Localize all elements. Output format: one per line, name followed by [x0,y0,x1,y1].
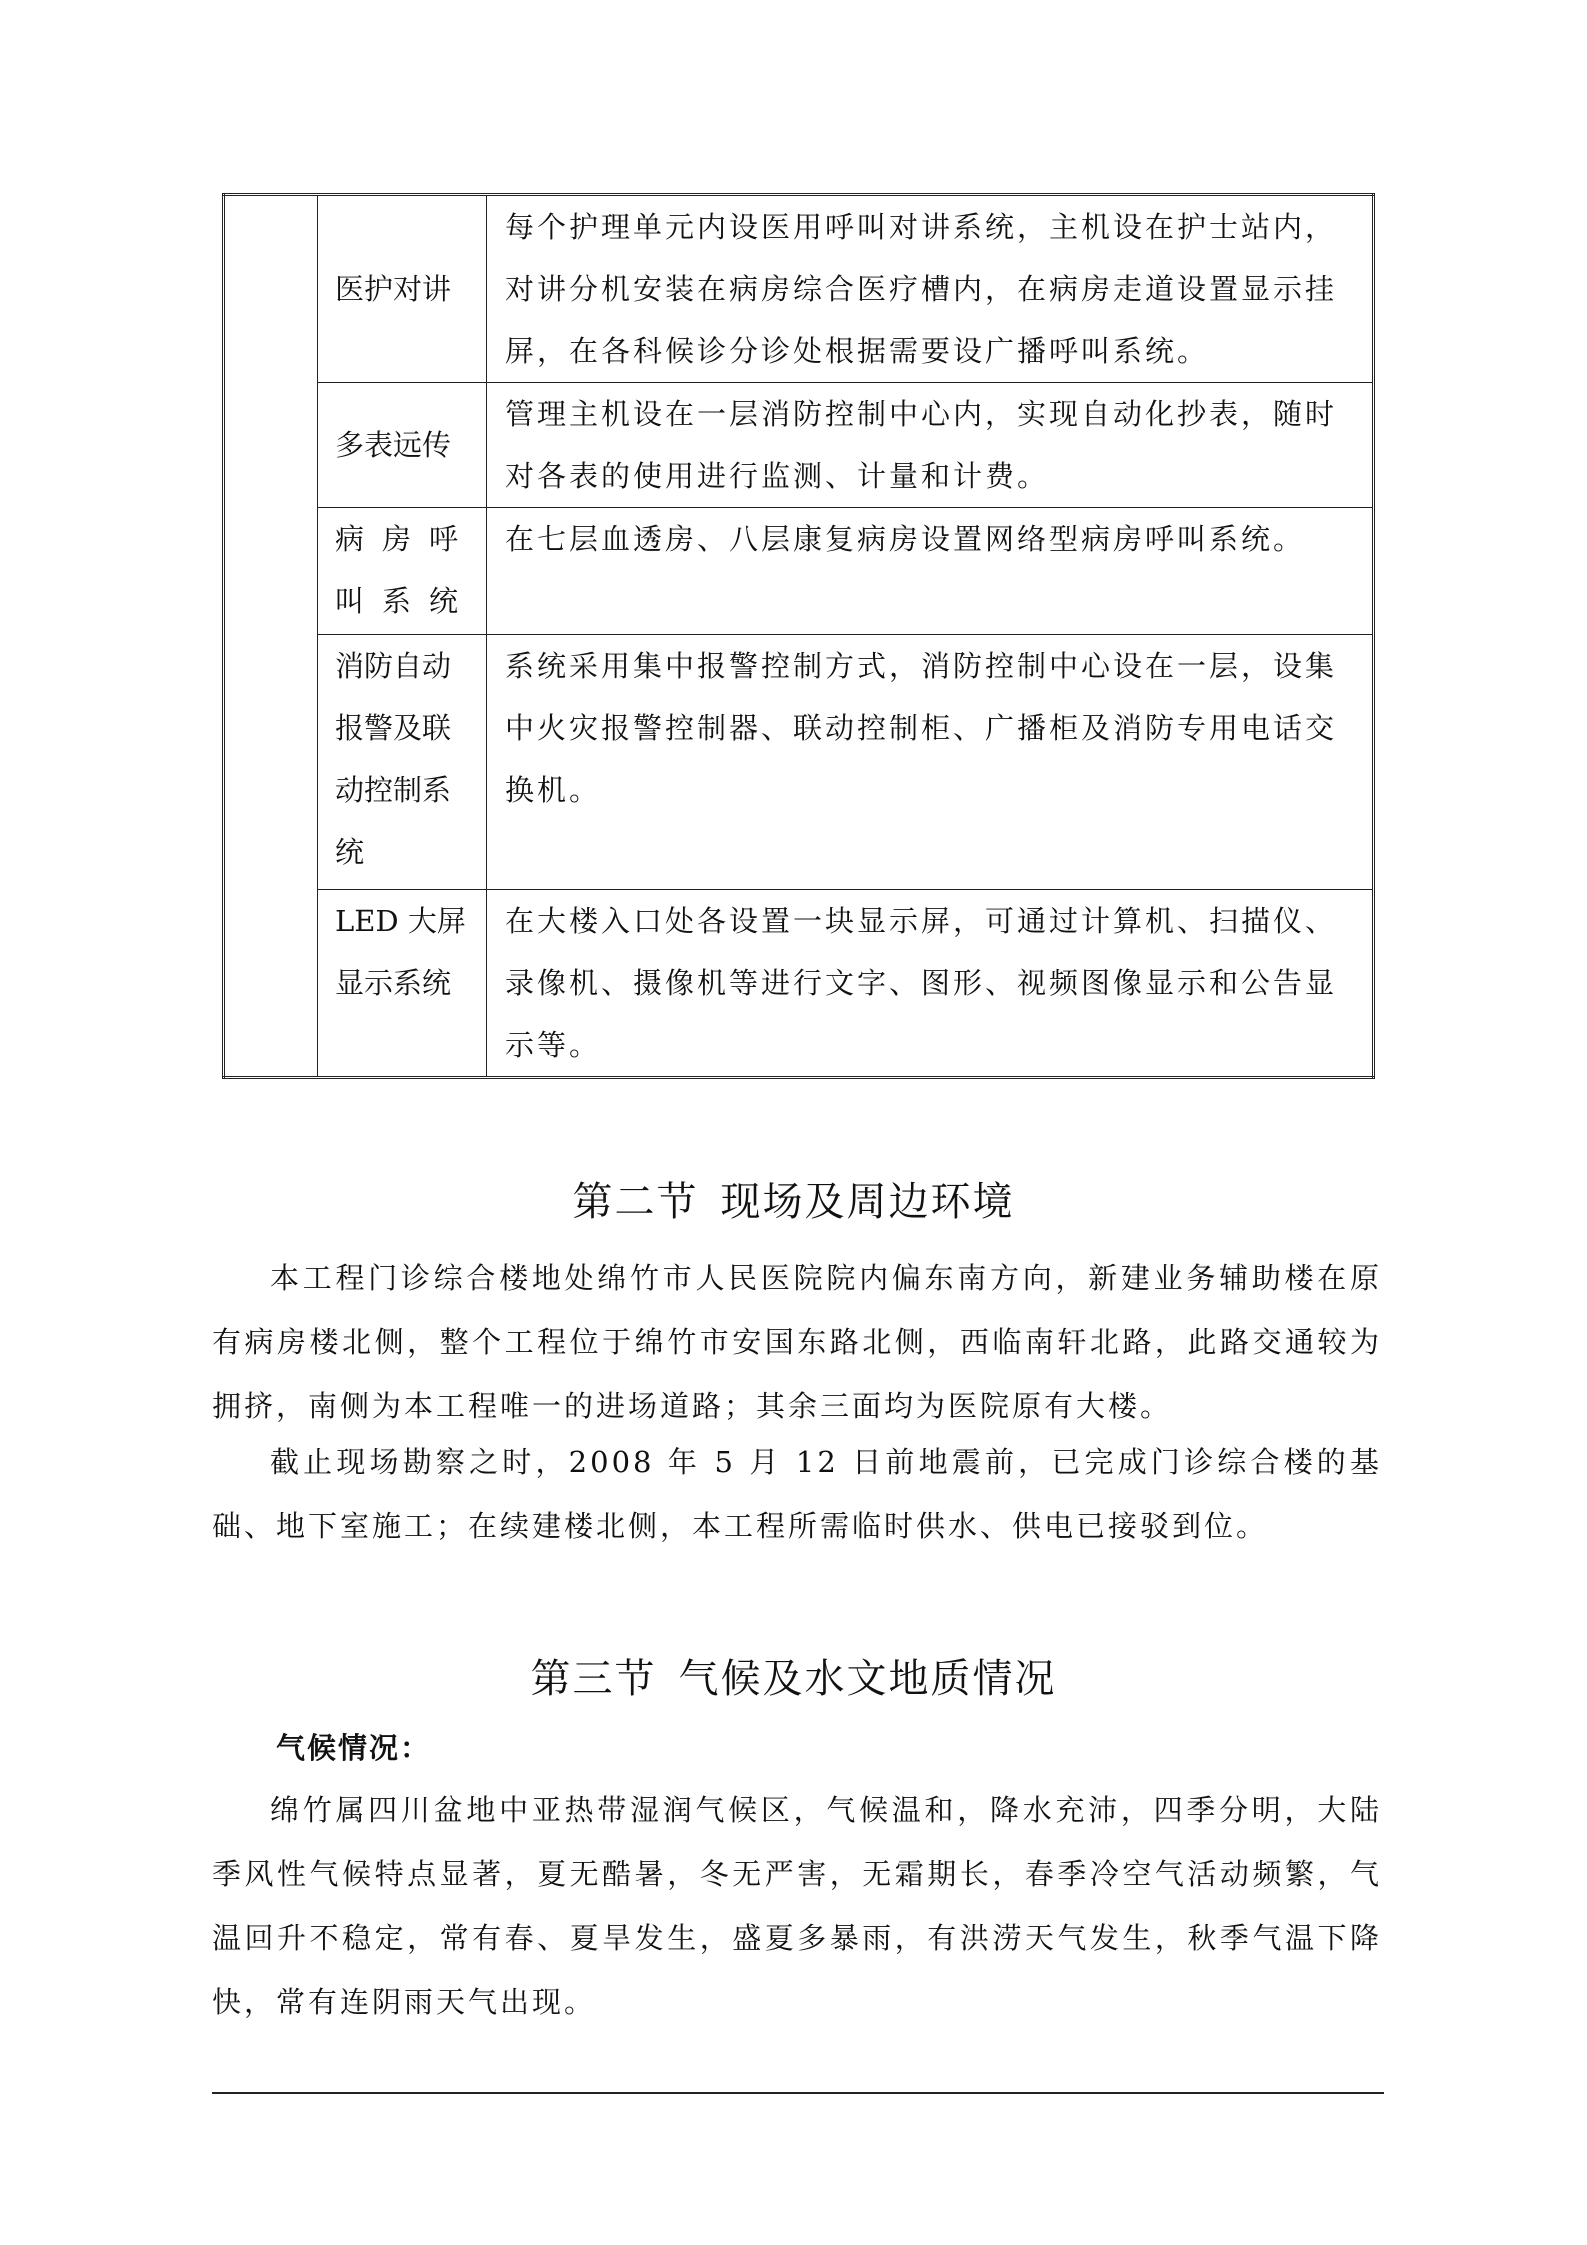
section-3-heading [0,1647,1587,1704]
table-row [224,383,1374,508]
table-row [224,195,1374,383]
system-desc-cell: 系统采用集中报警控制方式，消防控制中心设在一层，设集中火灾报警控制器、联动控制柜、广播柜及消防专用电话交换机。 [487,635,1374,890]
section-2-heading [0,1170,1587,1227]
system-desc-cell: 在大楼入口处各设置一块显示屏，可通过计算机、扫描仪、录像机、摄像机等进行文字、图形、视频图像显示和公告显示等。 [487,890,1374,1078]
category-cell [224,195,318,1078]
climate-subheading: 气候情况： [276,1731,432,1765]
table-row [224,508,1374,635]
system-name-cell: LED 大屏显示系统 [318,890,487,1078]
section-3-number: 第三节 [530,1656,657,1702]
system-desc-cell: 在七层血透房、八层康复病房设置网络型病房呼叫系统。 [487,508,1374,635]
system-name-cell: 消防自动报警及联动控制系统 [318,635,487,890]
table-row [224,890,1374,1078]
section-2-paragraph-1: 本工程门诊综合楼地处绵竹市人民医院院内偏东南方向，新建业务辅助楼在原有病房楼北侧，整个工程位于绵竹市安国东路北侧，西临南轩北路，此路交通较为拥挤，南侧为本工程唯一的进场道路；其余三面均为医院原有大楼。 [212,1261,1382,1423]
section-3-title: 气候及水文地质情况 [678,1656,1057,1702]
system-name-cell: 病房呼叫系统 [318,508,487,635]
system-desc-cell: 每个护理单元内设医用呼叫对讲系统，主机设在护士站内，对讲分机安装在病房综合医疗槽内，在病房走道设置显示挂屏，在各科候诊分诊处根据需要设广播呼叫系统。 [487,195,1374,383]
system-name-cell: 医护对讲 [318,195,487,383]
footer-rule [212,2092,1384,2094]
section-2-paragraph-2: 截止现场勘察之时，2008 年 5 月 12 日前地震前，已完成门诊综合楼的基础、地下室施工；在续建楼北侧，本工程所需临时供水、供电已接驳到位。 [212,1445,1382,1543]
system-name-cell: 多表远传 [318,383,487,508]
section-2-number: 第二节 [572,1179,699,1225]
table-row [224,635,1374,890]
system-desc-cell: 管理主机设在一层消防控制中心内，实现自动化抄表，随时对各表的使用进行监测、计量和计费。 [487,383,1374,508]
climate-paragraph: 绵竹属四川盆地中亚热带湿润气候区，气候温和，降水充沛，四季分明，大陆季风性气候特点显著，夏无酷暑，冬无严害，无霜期长，春季冷空气活动频繁，气温回升不稳定，常有春、夏旱发生，盛夏多暴雨，有洪涝天气发生，秋季气温下降快，常有连阴雨天气出现。 [212,1793,1382,2019]
section-2-title: 现场及周边环境 [720,1179,1015,1225]
systems-table [222,193,1375,1079]
